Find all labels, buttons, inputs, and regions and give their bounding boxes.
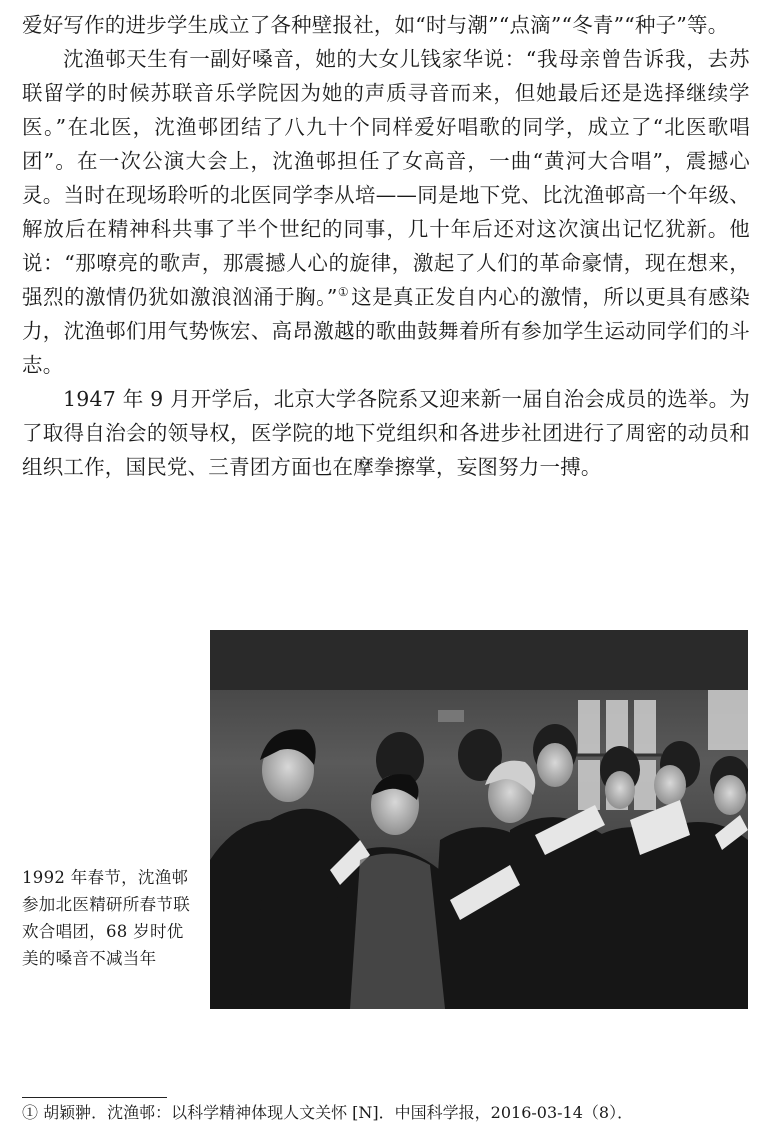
body-text xyxy=(22,8,750,484)
paragraph-2-body: 在北医，沈渔邨团结了八九十个同样爱好唱歌的同学，成立了“北医歌唱团”。在一次公演大会上，沈渔邨担任了女高音，一曲“黄河大合唱”，震撼心灵。当时在现场聆听的北医同学李从培——同是地下党、比沈渔邨高一个年级、解放后在精神科共事了半个世纪的同事，几十年后还对这次演出记忆犹新。他说：“那嘹亮的歌声，那震撼人心的旋律，激起了人们的革命豪情，现在想来，强烈的激情仍犹如激浪汹涌于胸。” xyxy=(22,115,750,309)
footnote-rule xyxy=(22,1097,167,1098)
paragraph-2-end: 这是真正发自内心的激情，所以更具有感染力，沈渔邨们用气势恢宏、高昂激越的歌曲鼓舞着所有参加学生运动同学们的斗志。 xyxy=(22,285,750,377)
footnote: ① 胡颖翀．沈渔邨：以科学精神体现人文关怀 [N]．中国科学报，2016-03-14（8）． xyxy=(22,1103,634,1122)
choir-photo xyxy=(210,630,748,1009)
photo-caption: 1992 年春节，沈渔邨参加北医精研所春节联欢合唱团，68 岁时优美的嗓音不减当年 xyxy=(22,868,190,968)
paragraph-2-quote: “我母亲曾告诉我，去苏联留学的时候苏联音乐学院因为她的声质寻音而来，但她最后还是选择继续学医。” xyxy=(22,47,750,139)
paragraph-2 xyxy=(22,42,750,382)
paragraph-3: 1947 年 9 月开学后，北京大学各院系又迎来新一届自治会成员的选举。为了取得自治会的领导权，医学院的地下党组织和各进步社团进行了周密的动员和组织工作，国民党、三青团方面也在摩拳擦掌，妄图努力一搏。 xyxy=(22,387,750,479)
paragraph-2-intro: 沈渔邨天生有一副好嗓音，她的大女儿钱家华说： xyxy=(63,47,526,71)
footnote-marker[interactable]: ① xyxy=(337,285,350,300)
paragraph-1: 爱好写作的进步学生成立了各种壁报社，如“时与潮”“点滴”“冬青”“种子”等。 xyxy=(22,13,729,37)
